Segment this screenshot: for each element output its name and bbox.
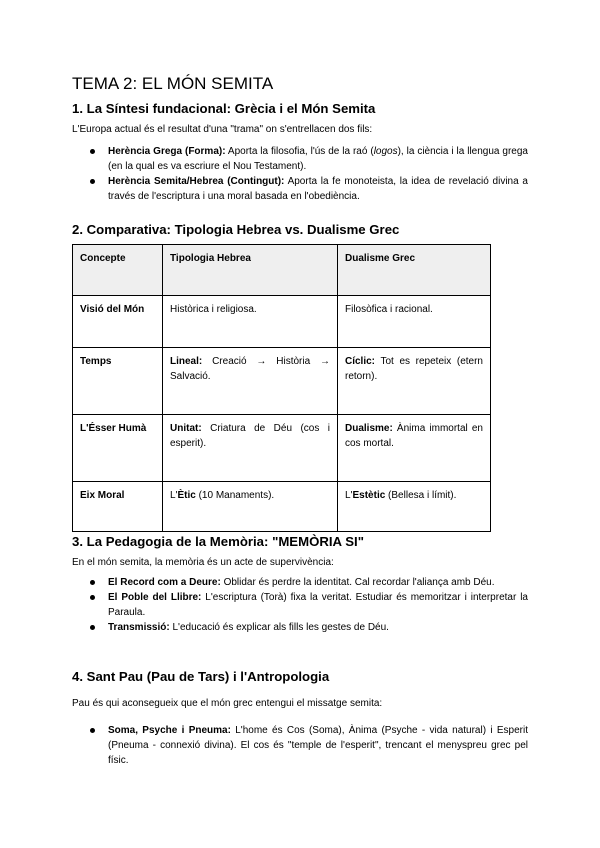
cell-prefix: L' xyxy=(170,490,178,501)
bullet-text: Oblidar és perdre la identitat. Cal recordar l'aliança amb Déu. xyxy=(220,577,495,588)
cell-hebrew xyxy=(163,482,338,532)
row-concept: L'Ésser Humà xyxy=(73,415,163,482)
cell-text: Filosòfica i racional. xyxy=(345,304,433,315)
section-4-heading: 4. Sant Pau (Pau de Tars) i l'Antropologia xyxy=(72,669,330,684)
list-item xyxy=(72,723,528,768)
header-cell: Dualisme Grec xyxy=(338,245,491,296)
cell-text: Creació → Història → Salvació. xyxy=(170,356,330,382)
bullet-label: Herència Grega (Forma): xyxy=(108,146,226,157)
list-item xyxy=(72,174,528,204)
section-1-heading: 1. La Síntesi fundacional: Grècia i el Món Semita xyxy=(72,101,376,116)
row-concept: Visió del Món xyxy=(73,296,163,348)
cell-hebrew xyxy=(163,296,338,348)
cell-text: (10 Manaments). xyxy=(195,490,275,501)
bullet-label: El Poble del Llibre: xyxy=(108,592,202,603)
comparison-table xyxy=(72,244,491,532)
bullet-text-continued: ), la ciència i la llengua grega (en la qual es va escriure el Nou Testament). xyxy=(108,146,528,172)
cell-prefix: L' xyxy=(345,490,353,501)
list-item xyxy=(72,575,528,590)
bullet-text: Aporta la filosofia, l'ús de la raó ( xyxy=(225,146,374,157)
bullet-text: L'home és Cos (Soma), Ànima (Psyche - vida natural) i Esperit (Pneuma - connexió divina). El cos és "temple de l'esperit", trencant el menyspreu grec pel físic. xyxy=(108,725,528,766)
bullet-label: Herència Semita/Hebrea (Contingut): xyxy=(108,176,285,187)
bullet-text: L'educació és explicar als fills les gestes de Déu. xyxy=(169,622,389,633)
table-row xyxy=(73,296,491,348)
header-cell: Tipologia Hebrea xyxy=(163,245,338,296)
cell-hebrew xyxy=(163,415,338,482)
section-1-list xyxy=(72,144,528,204)
list-item xyxy=(72,144,528,174)
section-2-heading: 2. Comparativa: Tipologia Hebrea vs. Dualisme Grec xyxy=(72,222,400,237)
bullet-label: El Record com a Deure: xyxy=(108,577,221,588)
header-cell: Concepte xyxy=(73,245,163,296)
table-header-row xyxy=(73,245,491,296)
bullet-text: L'escriptura (Torà) fixa la veritat. Estudiar és memoritzar i interpretar la Paraula. xyxy=(108,592,528,618)
cell-text: (Bellesa i límit). xyxy=(385,490,457,501)
cell-label: Dualisme: xyxy=(345,423,393,434)
section-3-list xyxy=(72,575,528,635)
cell-label: Lineal: xyxy=(170,356,203,367)
cell-greek xyxy=(338,348,491,415)
list-item xyxy=(72,590,528,620)
bullet-italic-term: logos xyxy=(373,146,398,157)
section-3-intro: En el món semita, la memòria és un acte de supervivència: xyxy=(72,557,334,568)
bullet-icon xyxy=(90,625,95,630)
section-4-list xyxy=(72,723,528,768)
table-row xyxy=(73,482,491,532)
document-title: TEMA 2: EL MÓN SEMITA xyxy=(72,74,274,93)
cell-text: Criatura de Déu (cos i esperit). xyxy=(170,423,330,449)
list-item xyxy=(72,620,528,635)
bullet-icon xyxy=(90,149,95,154)
table-row xyxy=(73,348,491,415)
section-1-intro: L'Europa actual és el resultat d'una "trama" on s'entrellacen dos fils: xyxy=(72,124,373,135)
bullet-text: Aporta la fe monoteista, la idea de revelació divina a través de l'escriptura i una moral basada en l'obediència. xyxy=(108,176,528,202)
table-row xyxy=(73,415,491,482)
cell-text: Ànima immortal en cos mortal. xyxy=(345,423,483,449)
cell-text: Històrica i religiosa. xyxy=(170,304,257,315)
cell-hebrew xyxy=(163,348,338,415)
bullet-icon xyxy=(90,595,95,600)
row-concept: Temps xyxy=(73,348,163,415)
bullet-icon xyxy=(90,179,95,184)
row-concept: Eix Moral xyxy=(73,482,163,532)
cell-greek xyxy=(338,415,491,482)
cell-label: Ètic xyxy=(177,490,196,501)
cell-text: Tot es repeteix (etern retorn). xyxy=(345,356,483,382)
bullet-icon xyxy=(90,580,95,585)
cell-label: Unitat: xyxy=(170,423,202,434)
section-4-intro: Pau és qui aconsegueix que el món grec entengui el missatge semita: xyxy=(72,698,383,709)
cell-label: Estètic xyxy=(352,490,386,501)
section-3-heading: 3. La Pedagogia de la Memòria: "MEMÒRIA SI" xyxy=(72,534,364,549)
bullet-label: Soma, Psyche i Pneuma: xyxy=(108,725,231,736)
cell-greek xyxy=(338,296,491,348)
cell-label: Cíclic: xyxy=(345,356,376,367)
bullet-label: Transmissió: xyxy=(108,622,170,633)
cell-greek xyxy=(338,482,491,532)
bullet-icon xyxy=(90,728,95,733)
